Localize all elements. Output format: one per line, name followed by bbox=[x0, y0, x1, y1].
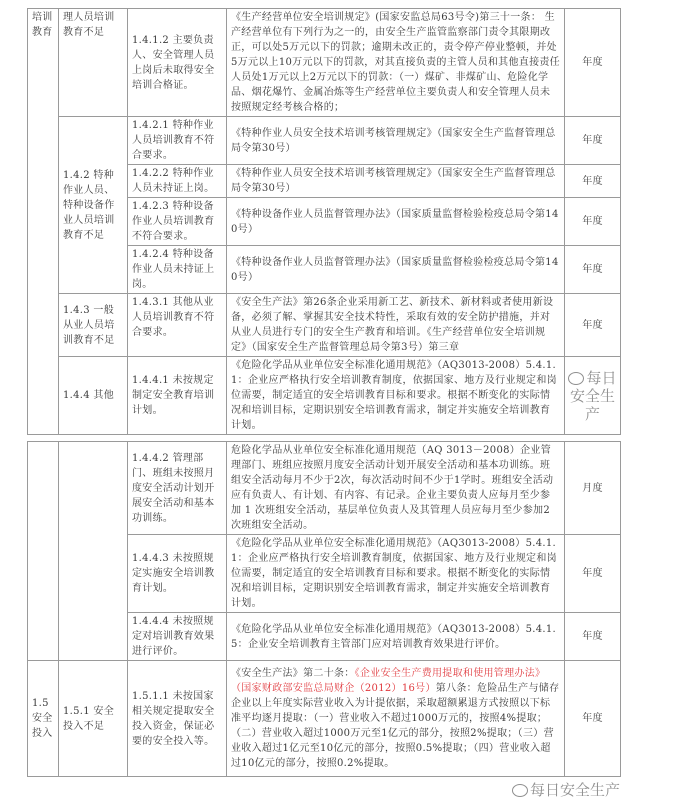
item-cell: 1.5.1.1 未按国家相关规定提取安全投入资金，保证必要的安全投入等。 bbox=[128, 661, 227, 777]
item-cell: 1.4.4.2 管理部门、班组未按照月度安全活动计划开展安全活动和基本功训练。 bbox=[128, 442, 227, 535]
frequency-cell: 年度 bbox=[565, 117, 621, 165]
frequency-cell: 年度 bbox=[565, 613, 621, 661]
basis-cell: 《特种设备作业人员监督管理办法》（国家质量监督检验检疫总局令第140号） bbox=[227, 198, 565, 246]
table-row bbox=[28, 442, 621, 535]
table-row bbox=[28, 661, 621, 777]
basis-text: 《安全生产法》第二十条： bbox=[231, 668, 355, 679]
category-cell bbox=[28, 442, 59, 661]
frequency-cell: 年度 bbox=[565, 535, 621, 613]
frequency-cell: 年度 bbox=[565, 661, 621, 777]
basis-cell: 《生产经营单位安全培训规定》(国家安监总局63号令)第三十一条： 生产经营单位有下列行为之一的，由安全生产监管监察部门责令其限期改正，可以处5万元以下的罚款；逾期未改正的，责令停产停业整顿，并处5万元以上10万元以下的罚款，对其直接负责的主管人员和其他直接责任人员处1万元以上2万元以下的罚款：（一）煤矿、非煤矿山、危险化学品、烟花爆竹、金属冶炼等生产经营单位主要负责人和安全管理人员未按照规定经考核合格的； bbox=[227, 9, 565, 117]
watermark-text: 每日安全生产 bbox=[529, 781, 620, 799]
basis-cell: 《特种作业人员安全技术培训考核管理规定》（国家安全生产监督管理总局令第30号） bbox=[227, 165, 565, 198]
watermark bbox=[567, 369, 618, 423]
basis-cell: 《特种作业人员安全技术培训考核管理规定》（国家安全生产监督管理总局令第30号） bbox=[227, 117, 565, 165]
category-cell: 培训教育 bbox=[28, 9, 59, 435]
item-cell: 1.4.2.3 特种设备作业人员培训教育不符合要求。 bbox=[128, 198, 227, 246]
frequency-cell bbox=[565, 357, 621, 435]
basis-text: 第八条：危险品生产与储存企业以上年度实际营业收入为计提依据，采取超额累退方式按照以下标准平均逐月提取：（一）营业收入不超过1000万元的，按照4%提取；（二）营业收入超过1000万元至1亿元的部分，按照2%提取；（三）营业收入超过1亿元至10亿元的部分，按照0.5%提取；（四）营业收入超过10亿元的部分，按照0.2%提取。 bbox=[231, 683, 560, 769]
subcategory-cell: 理人员培训教育不足 bbox=[59, 9, 128, 117]
table-row bbox=[28, 9, 621, 117]
wechat-icon bbox=[568, 372, 584, 385]
wechat-icon bbox=[512, 784, 528, 797]
item-cell: 1.4.2.4 特种设备作业人员未持证上岗。 bbox=[128, 246, 227, 294]
standards-table-part-2 bbox=[27, 441, 621, 777]
standards-table-part-1 bbox=[27, 8, 621, 435]
frequency-cell: 年度 bbox=[565, 165, 621, 198]
basis-cell: 《危险化学品从业单位安全标准化通用规范》（AQ3013-2008）5.4.1.1：企业应严格执行安全培训教育制度，依据国家、地方及行业规定和岗位需要，制定适宜的安全培训教育目标和要求。根据不断变化的实际情况和培训目标，定期识别安全培训教育需求，制定并实施安全培训教育计划。 bbox=[227, 357, 565, 435]
subcategory-cell: 1.4.2 特种作业人员、特种设备作业人员培训教育不足 bbox=[59, 117, 128, 294]
category-cell: 1.5 安全投入 bbox=[28, 661, 59, 777]
frequency-cell: 年度 bbox=[565, 198, 621, 246]
item-cell: 1.4.2.2 特种作业人员未持证上岗。 bbox=[128, 165, 227, 198]
watermark bbox=[27, 781, 620, 799]
item-cell: 1.4.3.1 其他从业人员培训教育不符合要求。 bbox=[128, 294, 227, 357]
frequency-cell: 月度 bbox=[565, 442, 621, 535]
subcategory-cell bbox=[59, 442, 128, 661]
basis-cell bbox=[227, 661, 565, 777]
basis-cell: 《安全生产法》第26条企业采用新工艺、新技术、新材料或者使用新设备，必须了解、掌握其安全技术特性，采取有效的安全防护措施，并对从业人员进行专门的安全生产教育和培训。《生产经营单位安全培训规定》（国家安全生产监督管理总局令第3号）第三章 bbox=[227, 294, 565, 357]
subcategory-cell: 1.5.1 安全投入不足 bbox=[59, 661, 128, 777]
item-cell: 1.4.4.3 未按照规定实施安全培训教育计划。 bbox=[128, 535, 227, 613]
frequency-cell: 年度 bbox=[565, 9, 621, 117]
subcategory-cell: 1.4.3 一般从业人员培训教育不足 bbox=[59, 294, 128, 357]
basis-cell: 危险化学品从业单位安全标准化通用规范（AQ 3013－2008）企业管理部门、班组应按照月度安全活动计划开展安全活动和基本功训练。班组安全活动每月不少于2次，每次活动时间不少于1学时。班组安全活动应有负责人、有计划、有内容、有记录。企业主要负责人应每月至少参加 1 次班组安全活动，基层单位负责人及其管理人员应每月至少参加2次班组安全活动。 bbox=[227, 442, 565, 535]
table-row bbox=[28, 357, 621, 435]
basis-cell: 《特种设备作业人员监督管理办法》（国家质量监督检验检疫总局令第140号） bbox=[227, 246, 565, 294]
item-cell: 1.4.4.1 未按规定制定安全教育培训计划。 bbox=[128, 357, 227, 435]
frequency-cell: 年度 bbox=[565, 294, 621, 357]
table-row bbox=[28, 117, 621, 165]
highlighted-regulation: 《企业安全生产费用提取和使用管理办法》（国家财政部安监总局财企（2012）16号） bbox=[231, 668, 546, 694]
table-row bbox=[28, 294, 621, 357]
item-cell: 1.4.4.4 未按照规定对培训教育效果进行评价。 bbox=[128, 613, 227, 661]
watermark-text: 每日安全生产 bbox=[569, 368, 617, 423]
basis-cell: 《危险化学品从业单位安全标准化通用规范》（AQ3013-2008）5.4.1.5：企业安全培训教育主管部门应对培训教育效果进行评价。 bbox=[227, 613, 565, 661]
item-cell: 1.4.1.2 主要负责人、安全管理人员上岗后未取得安全培训合格证。 bbox=[128, 9, 227, 117]
item-cell: 1.4.2.1 特种作业人员培训教育不符合要求。 bbox=[128, 117, 227, 165]
subcategory-cell: 1.4.4 其他 bbox=[59, 357, 128, 435]
basis-cell: 《危险化学品从业单位安全标准化通用规范》（AQ3013-2008）5.4.1.1：企业应严格执行安全培训教育制度，依据国家、地方及行业规定和岗位需要，制定适宜的安全培训教育目标和要求。根据不断变化的实际情况和培训目标，定期识别安全培训教育需求，制定并实施安全培训教育计划。 bbox=[227, 535, 565, 613]
frequency-cell: 年度 bbox=[565, 246, 621, 294]
